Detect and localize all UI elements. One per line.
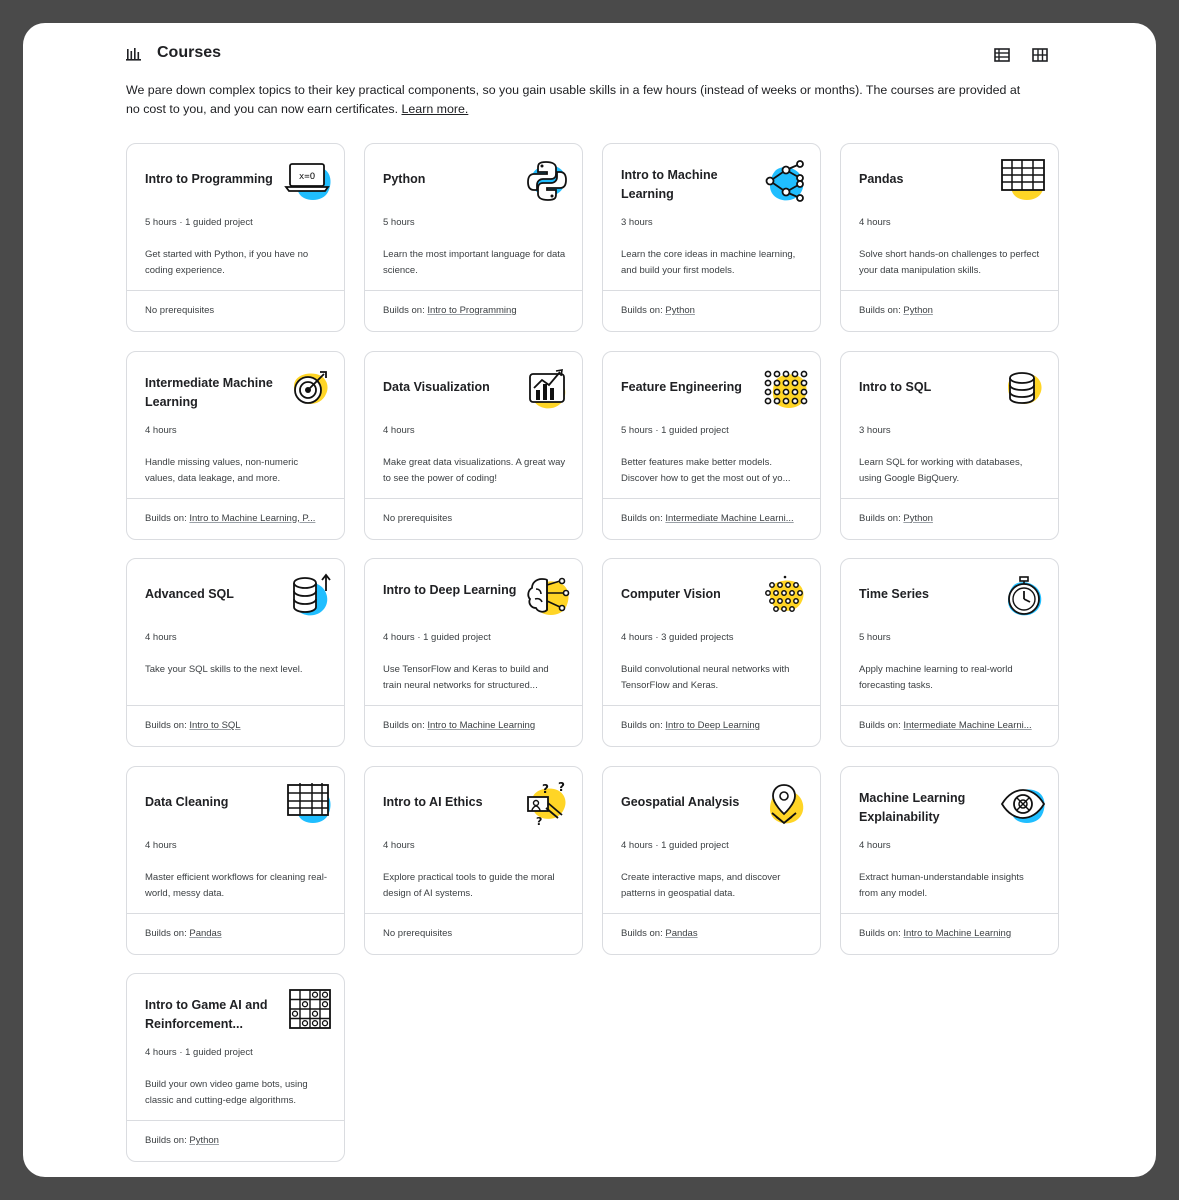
card-divider xyxy=(841,705,1058,706)
card-divider xyxy=(127,498,344,499)
course-card[interactable] xyxy=(126,558,345,747)
course-card[interactable] xyxy=(602,558,821,747)
course-meta: 4 hours xyxy=(145,424,177,436)
course-prerequisites xyxy=(383,928,567,939)
prerequisites-prefix: Builds on: xyxy=(621,512,666,524)
prerequisite-link[interactable]: Intro to Machine Learning xyxy=(427,720,536,731)
prerequisite-link[interactable]: Intermediate Machine Learni... xyxy=(903,720,1032,731)
course-description: Learn the core ideas in machine learning, and build your first models. xyxy=(621,249,796,276)
prerequisite-link[interactable]: Intermediate Machine Learni... xyxy=(665,512,794,524)
svg-text:x=O: x=O xyxy=(298,172,316,182)
prerequisites-prefix: Builds on: xyxy=(859,720,904,731)
course-meta: 5 hours · 1 guided project xyxy=(621,424,729,436)
course-meta: 5 hours xyxy=(859,632,891,643)
courses-list-icon xyxy=(126,46,142,62)
prerequisites-prefix: Builds on: xyxy=(145,927,190,939)
table-grid-icon xyxy=(998,156,1048,206)
course-prerequisites xyxy=(859,305,1043,316)
spreadsheet-icon xyxy=(284,779,334,829)
card-divider xyxy=(127,705,344,706)
question-marks-icon xyxy=(522,779,572,829)
course-description: Build convolutional neural networks with TensorFlow and Keras. xyxy=(621,664,790,691)
prerequisite-link[interactable]: Python xyxy=(903,512,933,524)
svg-text:?: ? xyxy=(536,814,543,828)
course-meta: 3 hours xyxy=(621,217,653,228)
course-title: Intro to Game AI and Reinforcement... xyxy=(145,998,268,1031)
course-title: Data Visualization xyxy=(383,379,490,394)
course-meta: 4 hours · 3 guided projects xyxy=(621,632,734,643)
course-description: Use TensorFlow and Keras to build and train neural networks for structured... xyxy=(383,664,549,691)
svg-text:?: ? xyxy=(542,781,549,796)
course-card[interactable] xyxy=(364,558,583,747)
card-divider xyxy=(603,290,820,291)
course-title: Intro to AI Ethics xyxy=(383,794,483,809)
course-prerequisites xyxy=(859,720,1043,731)
prerequisite-link[interactable]: Python xyxy=(665,305,695,316)
database-icon xyxy=(998,364,1048,414)
course-title: Intro to Machine Learning xyxy=(621,168,718,201)
course-description: Better features make better models. Discover how to get the most out of yo... xyxy=(621,456,791,484)
course-title: Intermediate Machine Learning xyxy=(145,375,273,409)
course-prerequisites xyxy=(145,928,329,939)
grid-view-button[interactable] xyxy=(1030,45,1050,65)
dot-matrix-icon xyxy=(760,364,810,414)
map-pin-icon xyxy=(760,779,810,829)
course-prerequisites xyxy=(383,513,567,524)
game-board-icon xyxy=(284,986,334,1036)
course-card[interactable] xyxy=(364,143,583,332)
grid-view-icon xyxy=(1032,48,1048,62)
course-card[interactable] xyxy=(840,558,1059,747)
prerequisites-prefix: Builds on: xyxy=(621,305,666,316)
course-prerequisites xyxy=(621,305,805,316)
course-prerequisites xyxy=(145,720,329,731)
card-divider xyxy=(841,290,1058,291)
course-description: Master efficient workflows for cleaning real-world, messy data. xyxy=(145,871,327,899)
course-description: Take your SQL skills to the next level. xyxy=(145,664,303,675)
course-meta: 4 hours xyxy=(145,632,177,643)
course-title: Machine Learning Explainability xyxy=(859,790,966,824)
course-meta: 4 hours xyxy=(383,424,415,436)
course-title: Geospatial Analysis xyxy=(621,794,740,809)
course-card[interactable] xyxy=(602,766,821,955)
course-title: Intro to Deep Learning xyxy=(383,583,517,597)
course-description: Extract human-understandable insights from any model. xyxy=(859,871,1024,899)
prerequisites-prefix: Builds on: xyxy=(621,927,666,939)
prerequisites-prefix: Builds on: xyxy=(859,305,904,316)
prerequisites-prefix: Builds on: xyxy=(145,720,190,731)
course-prerequisites xyxy=(859,513,1043,524)
course-description: Apply machine learning to real-world forecasting tasks. xyxy=(859,664,1013,691)
course-meta: 4 hours · 1 guided project xyxy=(145,1047,253,1058)
course-card[interactable] xyxy=(840,766,1059,955)
eye-icon xyxy=(998,779,1048,829)
card-divider xyxy=(365,290,582,291)
course-description: Create interactive maps, and discover patterns in geospatial data. xyxy=(621,871,781,899)
intro-text: We pare down complex topics to their key practical components, so you gain usable skills in a few hours (instead of weeks or months). The courses are provided at no cost to you, and you can now earn certificates. xyxy=(126,83,1021,116)
course-card[interactable] xyxy=(602,143,821,332)
python-logo-icon xyxy=(522,156,572,206)
card-divider xyxy=(603,913,820,914)
target-icon xyxy=(284,364,334,414)
course-title: Data Cleaning xyxy=(145,794,229,809)
course-description: Handle missing values, non-numeric values, data leakage, and more. xyxy=(145,456,299,484)
course-meta: 4 hours xyxy=(145,839,177,851)
course-description: Solve short hands-on challenges to perfect your data manipulation skills. xyxy=(859,249,1040,276)
course-prerequisites xyxy=(145,1135,329,1146)
course-description: Learn the most important language for data science. xyxy=(383,249,566,276)
course-title: Intro to SQL xyxy=(859,379,932,394)
course-meta: 4 hours xyxy=(859,839,891,851)
course-card[interactable] xyxy=(840,143,1059,332)
prerequisite-link[interactable]: Python xyxy=(903,305,933,316)
course-title: Time Series xyxy=(859,587,929,601)
course-prerequisites xyxy=(145,513,329,524)
list-view-button[interactable] xyxy=(992,45,1012,65)
prerequisites-prefix: Builds on: xyxy=(621,720,666,731)
learn-more-link[interactable]: Learn more. xyxy=(401,102,469,116)
courses-header xyxy=(126,43,1056,67)
laptop-icon xyxy=(284,156,334,206)
course-title: Intro to Programming xyxy=(145,172,273,186)
course-card[interactable] xyxy=(602,351,821,540)
course-description: Learn SQL for working with databases, using Google BigQuery. xyxy=(859,456,1023,484)
course-title: Computer Vision xyxy=(621,587,721,601)
course-prerequisites xyxy=(621,720,805,731)
course-card[interactable] xyxy=(840,351,1059,540)
course-meta: 4 hours xyxy=(859,217,891,228)
course-description: Get started with Python, if you have no coding experience. xyxy=(145,249,309,276)
prerequisite-link[interactable]: Intro to Machine Learning xyxy=(903,927,1012,939)
course-title: Feature Engineering xyxy=(621,379,742,394)
prerequisite-link[interactable]: Pandas xyxy=(189,927,222,939)
courses-panel xyxy=(23,23,1156,1177)
prerequisite-link[interactable]: Intro to Programming xyxy=(427,305,517,316)
brain-circuit-icon xyxy=(522,571,572,621)
course-card[interactable] xyxy=(364,766,583,955)
course-title: Advanced SQL xyxy=(145,587,234,601)
course-meta: 5 hours · 1 guided project xyxy=(145,217,253,228)
course-prerequisites xyxy=(621,513,805,524)
prerequisites-prefix: Builds on: xyxy=(859,512,904,524)
page-title: Courses xyxy=(157,44,222,61)
card-divider xyxy=(603,705,820,706)
prerequisite-link[interactable]: Intro to Deep Learning xyxy=(665,720,760,731)
course-meta: 4 hours xyxy=(383,839,415,851)
course-card[interactable] xyxy=(126,351,345,540)
course-description: Build your own video game bots, using classic and cutting-edge algorithms. xyxy=(145,1079,308,1106)
prerequisite-link[interactable]: Pandas xyxy=(665,927,698,939)
course-card[interactable] xyxy=(364,351,583,540)
course-description: Make great data visualizations. A great way to see the power of coding! xyxy=(383,456,566,484)
list-view-icon xyxy=(994,48,1010,62)
card-divider xyxy=(365,498,582,499)
card-divider xyxy=(127,1120,344,1121)
course-prerequisites xyxy=(383,305,567,316)
course-meta: 4 hours · 1 guided project xyxy=(621,839,729,851)
network-nodes-icon xyxy=(760,156,810,206)
course-card[interactable] xyxy=(126,973,345,1162)
course-card[interactable] xyxy=(126,766,345,955)
prerequisites-prefix: No prerequisites xyxy=(383,512,453,524)
course-card[interactable] xyxy=(126,143,345,332)
dot-triangle-icon xyxy=(760,571,810,621)
stopwatch-icon xyxy=(998,571,1048,621)
card-divider xyxy=(365,705,582,706)
card-divider xyxy=(841,498,1058,499)
prerequisites-prefix: Builds on: xyxy=(859,927,904,939)
course-title: Python xyxy=(383,172,426,186)
prerequisites-prefix: Builds on: xyxy=(383,305,428,316)
prerequisites-prefix: No prerequisites xyxy=(145,305,215,316)
card-divider xyxy=(127,913,344,914)
course-description: Explore practical tools to guide the moral design of AI systems. xyxy=(383,871,555,899)
bar-chart-icon xyxy=(522,364,572,414)
prerequisites-prefix: Builds on: xyxy=(383,720,428,731)
card-divider xyxy=(603,498,820,499)
course-meta: 5 hours xyxy=(383,217,415,228)
prerequisite-link[interactable]: Intro to Machine Learning, P... xyxy=(189,512,316,524)
database-arrow-icon xyxy=(284,571,334,621)
prerequisites-prefix: Builds on: xyxy=(145,1135,190,1146)
card-divider xyxy=(127,290,344,291)
course-prerequisites xyxy=(145,305,329,316)
course-prerequisites xyxy=(621,928,805,939)
prerequisite-link[interactable]: Python xyxy=(189,1135,219,1146)
course-prerequisites xyxy=(859,928,1043,939)
course-meta: 3 hours xyxy=(859,424,891,436)
card-divider xyxy=(841,913,1058,914)
card-divider xyxy=(365,913,582,914)
prerequisites-prefix: Builds on: xyxy=(145,512,190,524)
prerequisites-prefix: No prerequisites xyxy=(383,927,453,939)
prerequisite-link[interactable]: Intro to SQL xyxy=(189,720,241,731)
svg-text:?: ? xyxy=(558,779,565,794)
course-title: Pandas xyxy=(859,172,904,186)
course-meta: 4 hours · 1 guided project xyxy=(383,632,491,643)
course-prerequisites xyxy=(383,720,567,731)
intro-paragraph xyxy=(126,81,1026,119)
